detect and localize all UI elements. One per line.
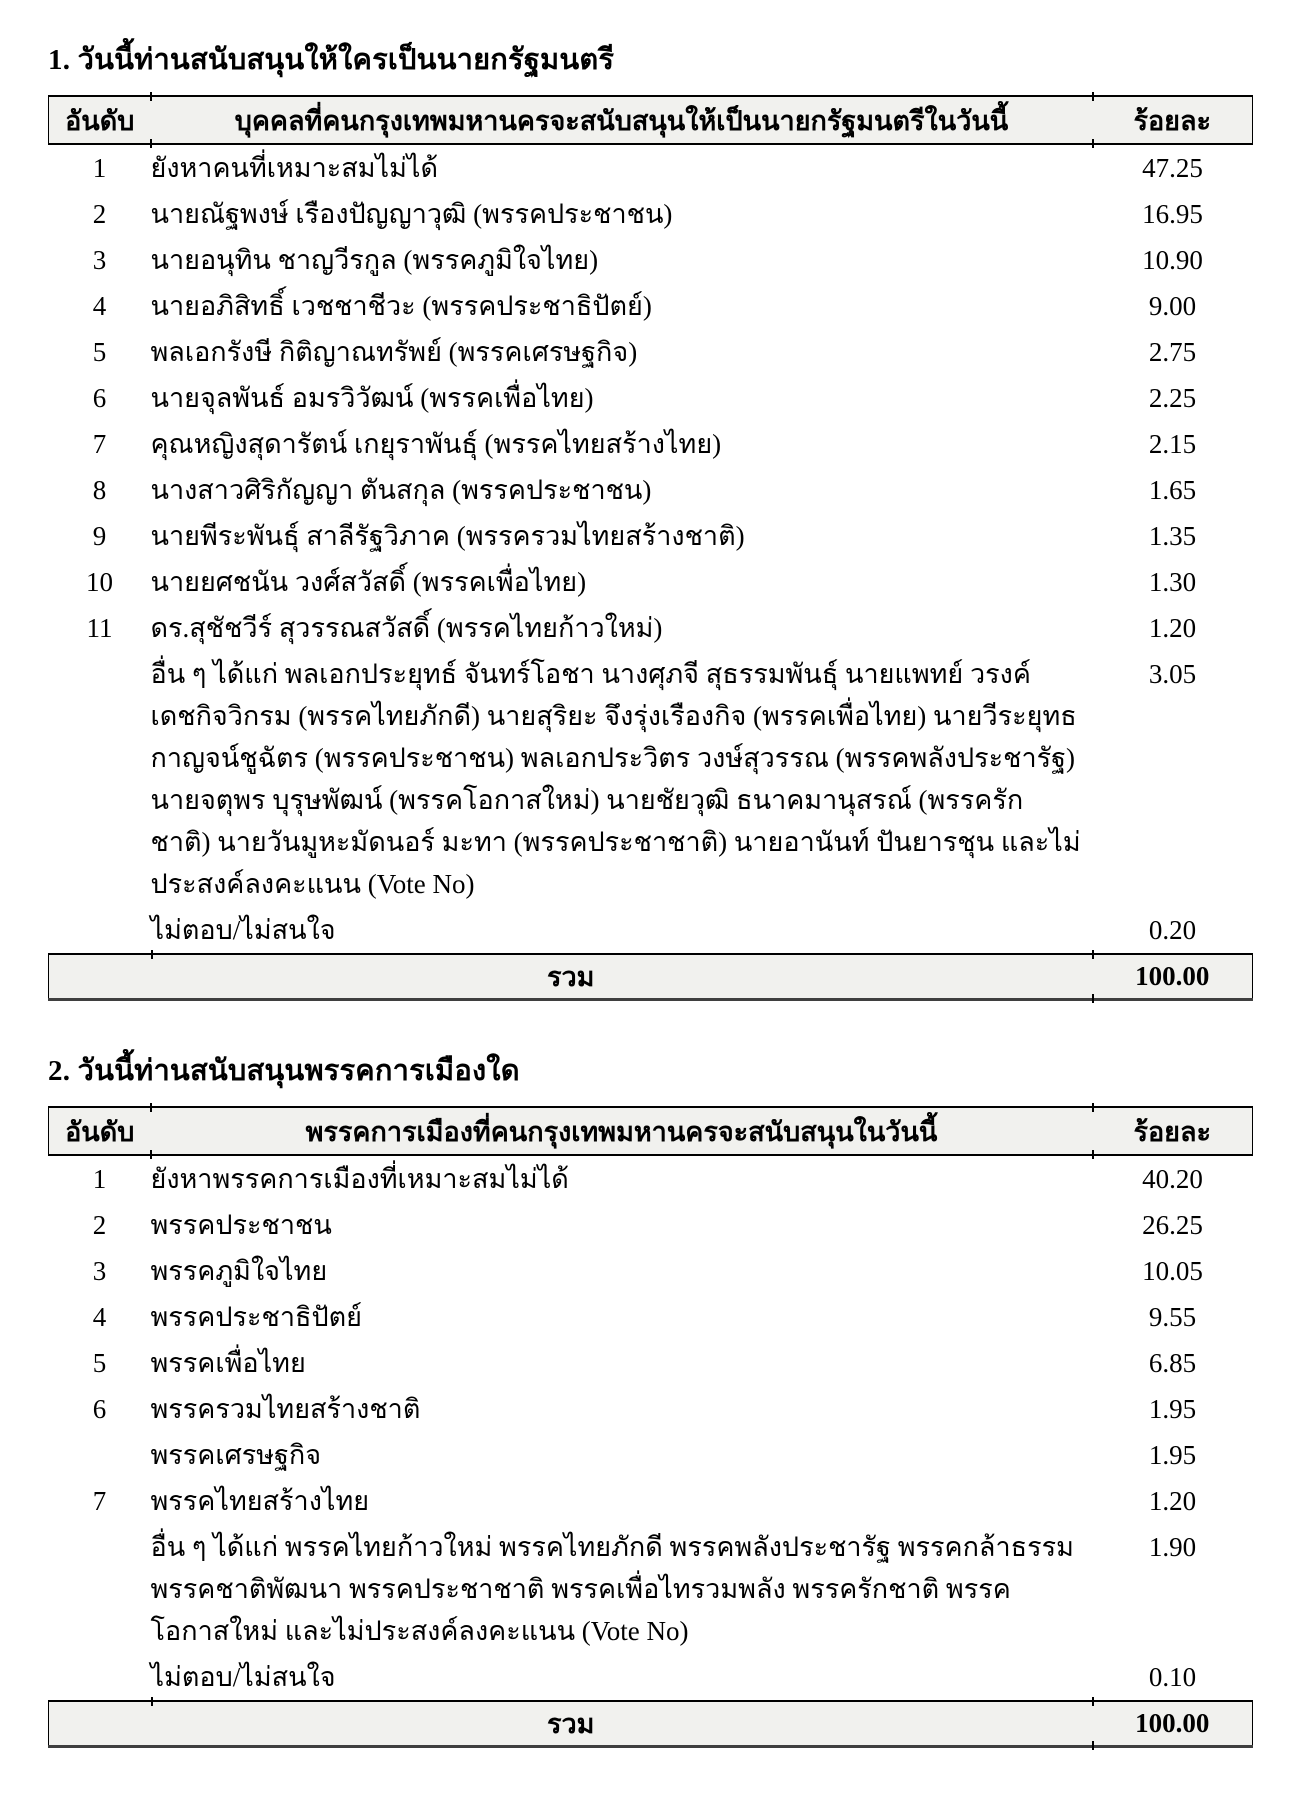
row-percent: 3.05 — [1148, 659, 1197, 689]
row-rank: 3 — [92, 1256, 107, 1286]
table-body — [49, 1155, 1253, 1701]
row-rank: 1 — [92, 153, 107, 183]
table-row — [49, 144, 1253, 191]
row-rank: 6 — [92, 383, 107, 413]
row-name: ยังหาคนที่เหมาะสมไม่ได้ — [150, 153, 439, 183]
table-body — [49, 144, 1253, 954]
table-row — [49, 1155, 1253, 1202]
row-name: ดร.สุชัชวีร์ สุวรรณสวัสดิ์ (พรรคไทยก้าวใหม่) — [150, 613, 663, 643]
row-name: ยังหาพรรคการเมืองที่เหมาะสมไม่ได้ — [150, 1164, 569, 1194]
row-rank — [49, 651, 151, 907]
rank-column-header: อันดับ — [49, 96, 151, 144]
row-name: นายพีระพันธุ์ สาลีรัฐวิภาค (พรรครวมไทยสร้างชาติ) — [150, 521, 745, 551]
table-footer — [49, 954, 1253, 1000]
row-name: นายยศชนัน วงศ์สวัสดิ์ (พรรคเพื่อไทย) — [150, 567, 587, 597]
row-rank: 9 — [92, 521, 107, 551]
row-percent: 26.25 — [1142, 1210, 1203, 1240]
row-percent: 2.15 — [1148, 429, 1197, 459]
row-name: พรรคไทยสร้างไทย — [150, 1486, 370, 1516]
row-rank — [49, 1432, 151, 1478]
table-row — [49, 907, 1253, 954]
row-percent: 1.35 — [1148, 521, 1197, 551]
row-rank: 1 — [92, 1164, 107, 1194]
row-rank: 11 — [86, 613, 113, 643]
table-row — [49, 1654, 1253, 1701]
row-name: ไม่ตอบ/ไม่สนใจ — [150, 1662, 336, 1692]
table-row — [49, 1248, 1253, 1294]
row-percent: 1.20 — [1148, 613, 1197, 643]
table-row — [49, 283, 1253, 329]
row-percent: 1.30 — [1148, 567, 1197, 597]
row-name: อื่น ๆ ได้แก่ พรรคไทยก้าวใหม่ พรรคไทยภักดี พรรคพลังประชารัฐ พรรคกล้าธรรม พรรคชาติพัฒนา พรรคประชาชาติ พรรคเพื่อไทรวมพลัง พรรครักชาติ พรรคโอกาสใหม่ และไม่ประสงค์ลงคะแนน (Vote No) — [150, 1532, 1074, 1646]
name-column-header: พรรคการเมืองที่คนกรุงเทพมหานครจะสนับสนุนในวันนี้ — [151, 1107, 1093, 1155]
pm-support-table — [48, 95, 1253, 1001]
row-rank: 5 — [92, 1348, 107, 1378]
row-percent: 2.25 — [1148, 383, 1197, 413]
row-name: ไม่ตอบ/ไม่สนใจ — [150, 915, 336, 945]
total-label: รวม — [49, 954, 1093, 1000]
table-row — [49, 329, 1253, 375]
party-support-table — [48, 1106, 1253, 1748]
row-name: อื่น ๆ ได้แก่ พลเอกประยุทธ์ จันทร์โอชา นางศุภจี สุธรรมพันธุ์ นายแพทย์ วรงค์ เดชกิจวิกรม (พรรคไทยภักดี) นายสุริยะ จึงรุ่งเรืองกิจ (พรรคเพื่อไทย) นายวีระยุทธ กาญจน์ชูฉัตร (พรรคประชาชน) พลเอกประวิตร วงษ์สุวรรณ (พรรคพลังประชารัฐ) นายจตุพร บุรุษพัฒน์ (พรรคโอกาสใหม่) นายชัยวุฒิ ธนาคมานุสรณ์ (พรรครักชาติ) นายวันมูหะมัดนอร์ มะทา (พรรคประชาชาติ) นายอานันท์ ปันยารชุน และไม่ประสงค์ลงคะแนน (Vote No) — [150, 659, 1081, 899]
row-percent: 6.85 — [1148, 1348, 1197, 1378]
row-rank — [49, 907, 151, 954]
row-percent: 1.95 — [1148, 1440, 1197, 1470]
row-rank: 2 — [92, 199, 107, 229]
table-row — [49, 421, 1253, 467]
table-footer — [49, 1701, 1253, 1747]
row-percent: 1.90 — [1148, 1532, 1197, 1562]
total-value: 100.00 — [1093, 1701, 1253, 1747]
row-name: พรรคเศรษฐกิจ — [150, 1440, 322, 1470]
row-percent: 0.20 — [1148, 915, 1197, 945]
table-row — [49, 1432, 1253, 1478]
row-rank: 8 — [92, 475, 107, 505]
row-rank: 5 — [92, 337, 107, 367]
row-percent: 10.05 — [1142, 1256, 1203, 1286]
total-value: 100.00 — [1093, 954, 1253, 1000]
table-row — [49, 1524, 1253, 1654]
table-header — [49, 96, 1253, 144]
header-row — [49, 96, 1253, 144]
row-name: พรรครวมไทยสร้างชาติ — [150, 1394, 421, 1424]
question-1-title: 1. วันนี้ท่านสนับสนุนให้ใครเป็นนายกรัฐมนตรี — [48, 44, 615, 76]
row-rank: 4 — [92, 1302, 107, 1332]
row-percent: 10.90 — [1142, 245, 1203, 275]
row-name: นายจุลพันธ์ อมรวิวัฒน์ (พรรคเพื่อไทย) — [150, 383, 594, 413]
table-row — [49, 1202, 1253, 1248]
header-row — [49, 1107, 1253, 1155]
row-name: พลเอกรังษี กิติญาณทรัพย์ (พรรคเศรษฐกิจ) — [150, 337, 638, 367]
row-percent: 0.10 — [1148, 1662, 1197, 1692]
row-name: คุณหญิงสุดารัตน์ เกยุราพันธุ์ (พรรคไทยสร้างไทย) — [150, 429, 722, 459]
table-row — [49, 1386, 1253, 1432]
row-rank: 4 — [92, 291, 107, 321]
rank-column-header: อันดับ — [49, 1107, 151, 1155]
row-rank: 2 — [92, 1210, 107, 1240]
question-2-title: 2. วันนี้ท่านสนับสนุนพรรคการเมืองใด — [48, 1055, 520, 1087]
table-row — [49, 651, 1253, 907]
row-rank — [49, 1524, 151, 1654]
total-row — [49, 1701, 1253, 1747]
table-row — [49, 375, 1253, 421]
row-rank: 7 — [92, 1486, 107, 1516]
row-percent: 1.20 — [1148, 1486, 1197, 1516]
table-row — [49, 237, 1253, 283]
row-rank — [49, 1654, 151, 1701]
row-name: พรรคประชาชน — [150, 1210, 332, 1240]
total-label: รวม — [49, 1701, 1093, 1747]
table-row — [49, 605, 1253, 651]
percent-column-header: ร้อยละ — [1093, 96, 1253, 144]
question-2-section — [48, 1047, 1253, 1748]
row-name: นายณัฐพงษ์ เรืองปัญญาวุฒิ (พรรคประชาชน) — [150, 199, 673, 229]
row-name: พรรคภูมิใจไทย — [150, 1256, 328, 1286]
row-name: พรรคประชาธิปัตย์ — [150, 1302, 362, 1332]
question-1-section — [48, 36, 1253, 1001]
row-rank: 3 — [92, 245, 107, 275]
table-row — [49, 559, 1253, 605]
row-rank: 7 — [92, 429, 107, 459]
row-rank: 10 — [86, 567, 113, 597]
row-percent: 40.20 — [1142, 1164, 1203, 1194]
row-rank: 6 — [92, 1394, 107, 1424]
row-name: นายอนุทิน ชาญวีรกูล (พรรคภูมิใจไทย) — [150, 245, 599, 275]
row-percent: 1.95 — [1148, 1394, 1197, 1424]
row-percent: 9.55 — [1148, 1302, 1197, 1332]
table-row — [49, 191, 1253, 237]
row-name: นางสาวศิริกัญญา ตันสกุล (พรรคประชาชน) — [150, 475, 652, 505]
name-column-header: บุคคลที่คนกรุงเทพมหานครจะสนับสนุนให้เป็นนายกรัฐมนตรีในวันนี้ — [151, 96, 1093, 144]
table-row — [49, 1478, 1253, 1524]
row-percent: 2.75 — [1148, 337, 1197, 367]
percent-column-header: ร้อยละ — [1093, 1107, 1253, 1155]
row-percent: 9.00 — [1148, 291, 1197, 321]
row-name: นายอภิสิทธิ์ เวชชาชีวะ (พรรคประชาธิปัตย์) — [150, 291, 652, 321]
table-row — [49, 1294, 1253, 1340]
table-row — [49, 513, 1253, 559]
table-row — [49, 467, 1253, 513]
row-percent: 47.25 — [1142, 153, 1203, 183]
row-percent: 16.95 — [1142, 199, 1203, 229]
table-header — [49, 1107, 1253, 1155]
row-name: พรรคเพื่อไทย — [150, 1348, 306, 1378]
table-row — [49, 1340, 1253, 1386]
row-percent: 1.65 — [1148, 475, 1197, 505]
total-row — [49, 954, 1253, 1000]
